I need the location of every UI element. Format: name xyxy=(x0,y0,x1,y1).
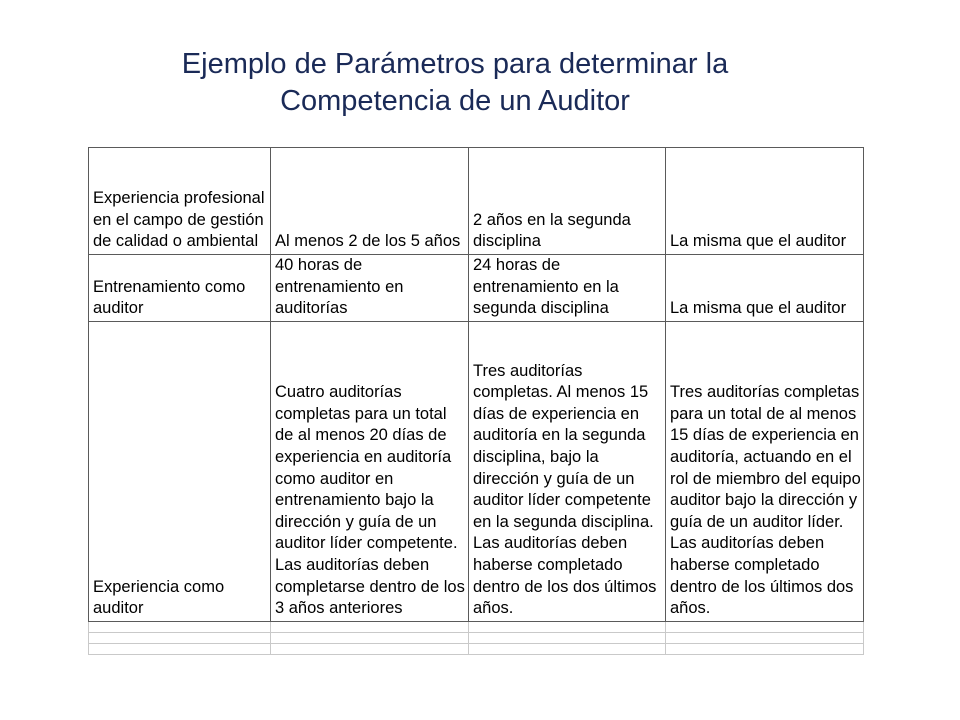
auditor-value-cell: Cuatro auditorías completas para un total de al menos 20 días de experiencia en auditoría como auditor en entrenamiento bajo la dirección y guía de un auditor líder competente. Las auditorías deben completarse dentro de los 3 años anteriores xyxy=(271,321,469,621)
auditor-value-cell: 40 horas de entrenamiento en auditorías xyxy=(271,255,469,322)
empty-cell xyxy=(271,632,469,643)
team-member-value-cell: La misma que el auditor xyxy=(666,255,864,322)
table-row-audit-experience xyxy=(89,321,864,621)
criterion-cell: Entrenamiento como auditor xyxy=(89,255,271,322)
criterion-cell: Experiencia profesional en el campo de gestión de calidad o ambiental xyxy=(89,148,271,255)
table-row-empty xyxy=(89,643,864,654)
team-member-value-cell: La misma que el auditor xyxy=(666,148,864,255)
table-row-empty xyxy=(89,621,864,632)
empty-cell xyxy=(89,643,271,654)
empty-cell xyxy=(271,643,469,654)
team-member-value-cell: Tres auditorías completas para un total de al menos 15 días de experiencia en auditoría, actuando en el rol de miembro del equipo auditor bajo la dirección y guía de un auditor líder. Las auditorías deben haberse completado dentro de los últimos dos años. xyxy=(666,321,864,621)
second-discipline-value-cell: Tres auditorías completas. Al menos 15 días de experiencia en auditoría en la segunda disciplina, bajo la dirección y guía de un auditor líder competente en la segunda disciplina. Las auditorías deben haberse completado dentro de los dos últimos años. xyxy=(469,321,666,621)
empty-cell xyxy=(469,632,666,643)
empty-cell xyxy=(89,632,271,643)
criterion-cell: Experiencia como auditor xyxy=(89,321,271,621)
second-discipline-value-cell: 24 horas de entrenamiento en la segunda disciplina xyxy=(469,255,666,322)
table-row-empty xyxy=(89,632,864,643)
empty-cell xyxy=(469,643,666,654)
slide-title-line-1: Ejemplo de Parámetros para determinar la xyxy=(181,48,729,80)
empty-cell xyxy=(666,643,864,654)
empty-cell xyxy=(666,632,864,643)
slide-title xyxy=(0,46,910,120)
empty-cell xyxy=(271,621,469,632)
table-row-auditor-training xyxy=(89,255,864,322)
empty-cell xyxy=(469,621,666,632)
competence-parameters-table xyxy=(88,147,864,655)
table-row-professional-experience xyxy=(89,148,864,255)
slide-title-line-2: Competencia de un Auditor xyxy=(280,85,630,117)
second-discipline-value-cell: 2 años en la segunda disciplina xyxy=(469,148,666,255)
empty-cell xyxy=(666,621,864,632)
auditor-value-cell: Al menos 2 de los 5 años xyxy=(271,148,469,255)
empty-cell xyxy=(89,621,271,632)
